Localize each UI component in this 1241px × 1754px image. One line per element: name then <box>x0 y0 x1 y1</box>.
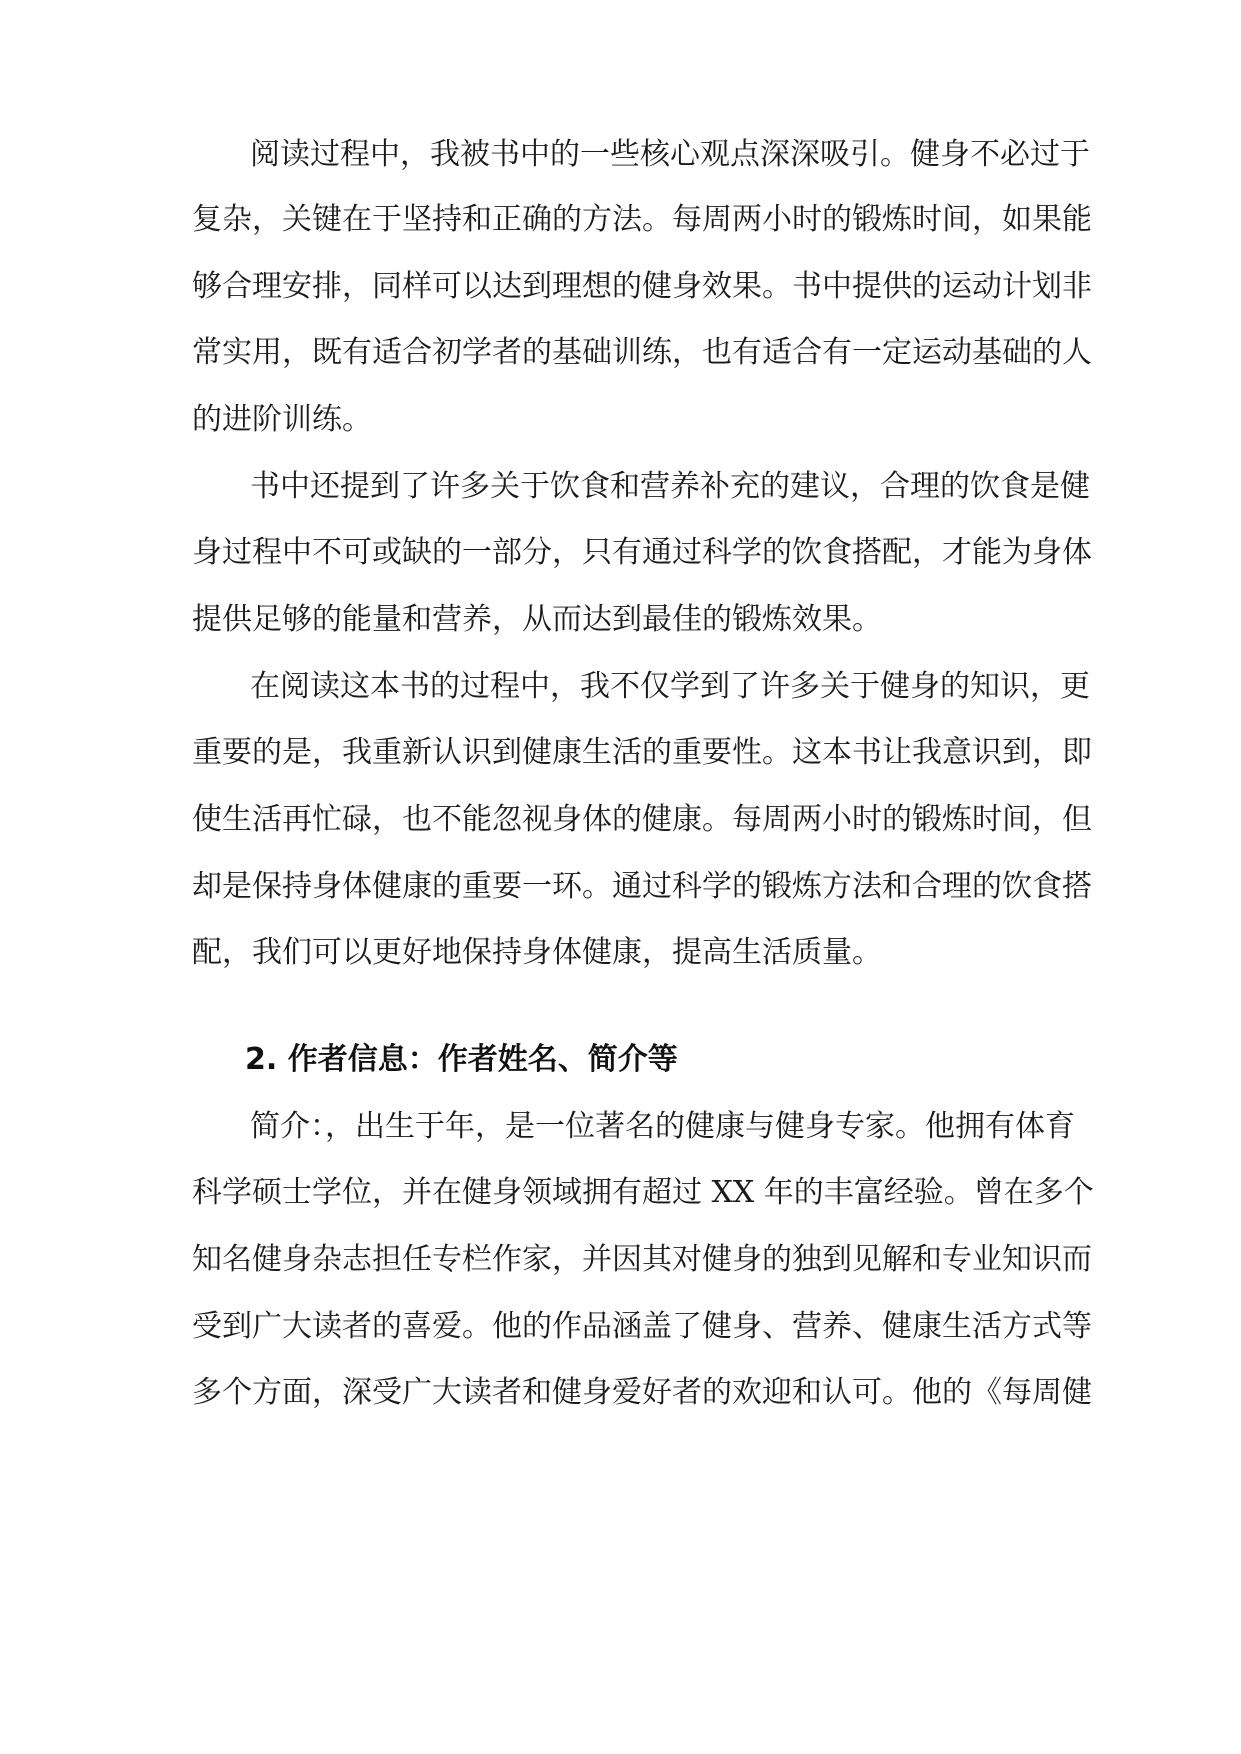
paragraph-line: 在阅读这本书的过程中，我不仅学到了许多关于健身的知识，更 <box>250 669 1090 704</box>
paragraph-line: 身过程中不可或缺的一部分，只有通过科学的饮食搭配，才能为身体 <box>192 535 1092 570</box>
paragraph-line: 常实用，既有适合初学者的基础训练，也有适合有一定运动基础的人 <box>192 335 1092 370</box>
bio-line: 知名健身杂志担任专栏作家，并因其对健身的独到见解和专业知识而 <box>192 1242 1092 1277</box>
bio-line: 科学硕士学位，并在健身领域拥有超过 XX 年的丰富经验。曾在多个 <box>192 1175 1094 1210</box>
paragraph-line: 配，我们可以更好地保持身体健康，提高生活质量。 <box>192 935 882 970</box>
paragraph-line: 复杂，关键在于坚持和正确的方法。每周两小时的锻炼时间，如果能 <box>192 202 1092 237</box>
paragraph-line: 却是保持身体健康的重要一环。通过科学的锻炼方法和合理的饮食搭 <box>192 869 1092 904</box>
bio-line: 多个方面，深受广大读者和健身爱好者的欢迎和认可。他的《每周健 <box>192 1375 1092 1410</box>
paragraph-line: 够合理安排，同样可以达到理想的健身效果。书中提供的运动计划非 <box>192 269 1092 304</box>
section-heading: 2. 作者信息：作者姓名、简介等 <box>245 1042 678 1077</box>
paragraph-line: 提供足够的能量和营养，从而达到最佳的锻炼效果。 <box>192 602 882 637</box>
paragraph-line: 重要的是，我重新认识到健康生活的重要性。这本书让我意识到，即 <box>192 735 1092 770</box>
paragraph-line: 阅读过程中，我被书中的一些核心观点深深吸引。健身不必过于 <box>250 137 1090 172</box>
paragraph-line: 书中还提到了许多关于饮食和营养补充的建议，合理的饮食是健 <box>250 469 1090 504</box>
paragraph-line: 的进阶训练。 <box>192 402 372 437</box>
bio-line: 简介：，出生于年，是一位著名的健康与健身专家。他拥有体育 <box>250 1109 1075 1144</box>
bio-line: 受到广大读者的喜爱。他的作品涵盖了健身、营养、健康生活方式等 <box>192 1309 1092 1344</box>
paragraph-line: 使生活再忙碌，也不能忽视身体的健康。每周两小时的锻炼时间，但 <box>192 802 1092 837</box>
